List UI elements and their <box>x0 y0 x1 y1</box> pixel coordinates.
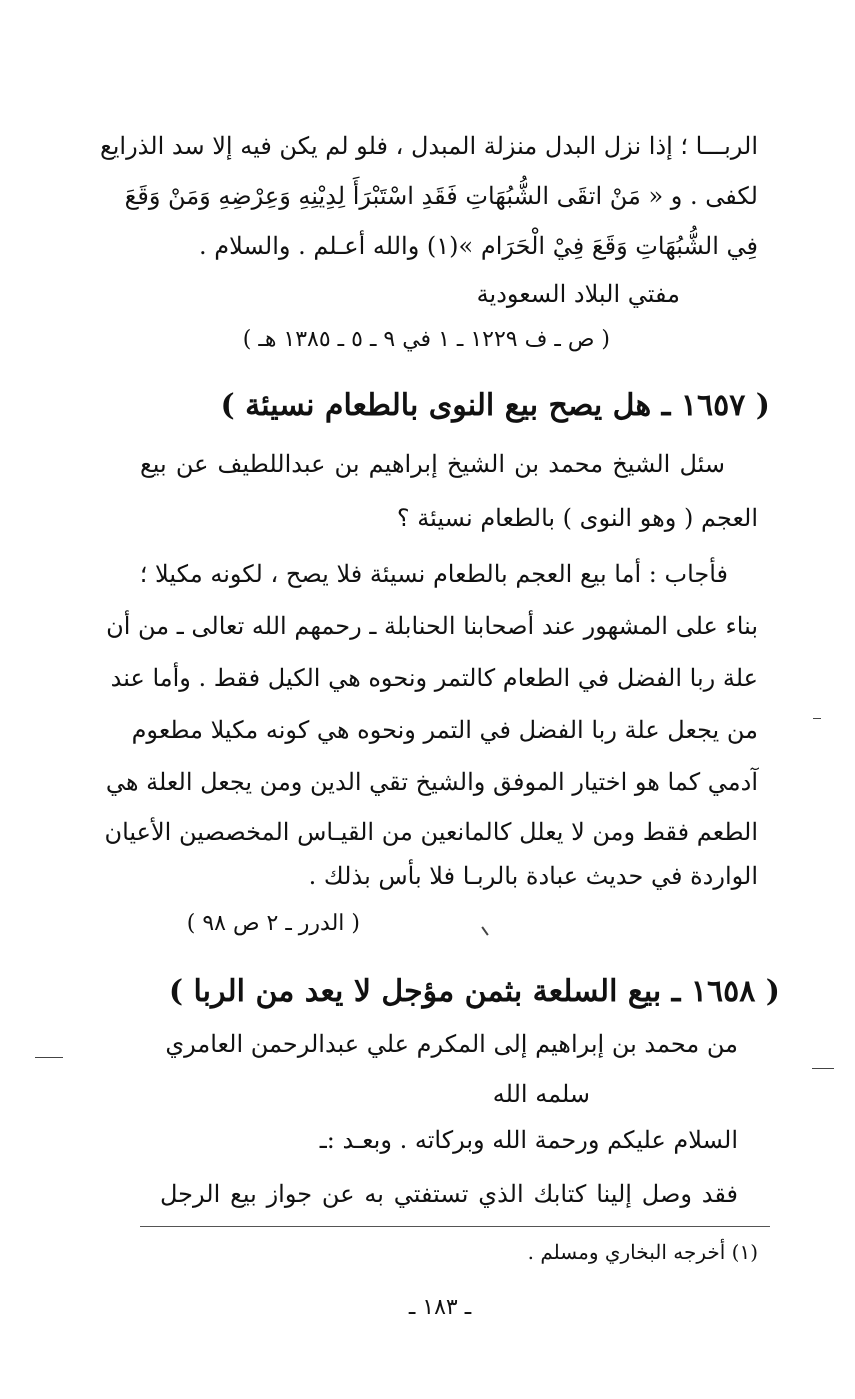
margin-dash <box>35 1057 63 1058</box>
question-line: العجم ( وهو النوى ) بالطعام نسيئة ؟ <box>396 504 758 532</box>
margin-dash <box>813 718 821 719</box>
answer-line: الطعم فقط ومن لا يعلل كالمانعين من القيـاس المخصصين الأعيان <box>104 818 758 846</box>
stray-mark <box>481 926 488 935</box>
letter-line: سلمه الله <box>492 1080 590 1108</box>
answer-line: فأجاب : أما بيع العجم بالطعام نسيئة فلا يصح ، لكونه مكيلا ؛ <box>139 560 728 588</box>
signature: مفتي البلاد السعودية <box>476 280 680 308</box>
source-reference: ( ص ـ ف ١٢٢٩ ـ ١ في ٩ ـ ٥ ـ ١٣٨٥ هـ ) <box>242 327 610 352</box>
page-number: ـ ١٨٣ ـ <box>408 1295 472 1320</box>
letter-line: فقد وصل إلينا كتابك الذي تستفتي به عن جواز بيع الرجل <box>160 1180 738 1208</box>
answer-line: علة ربا الفضل في الطعام كالتمر ونحوه هي الكيل فقط . وأما عند <box>110 664 758 692</box>
body-line: الربـــا ؛ إذا نزل البدل منزلة المبدل ، فلو لم يكن فيه إلا سد الذرايع <box>99 132 758 160</box>
answer-line: بناء على المشهور عند أصحابنا الحنابلة ـ رحمهم الله تعالى ـ من أن <box>106 612 758 640</box>
letter-line: من محمد بن إبراهيم إلى المكرم علي عبدالرحمن العامري <box>165 1030 738 1058</box>
source-reference: ( الدرر ـ ٢ ص ٩٨ ) <box>186 911 360 936</box>
margin-dash <box>812 1068 834 1069</box>
letter-line: السلام عليكم ورحمة الله وبركاته . وبعـد :ـ <box>319 1126 738 1154</box>
footnote: (١) أخرجه البخاري ومسلم . <box>527 1240 758 1264</box>
answer-line: من يجعل علة ربا الفضل في التمر ونحوه هي كونه مكيلا مطعوم <box>131 716 758 744</box>
answer-line: آدمي كما هو اختيار الموفق والشيخ تقي الدين ومن يجعل العلة هي <box>105 768 758 796</box>
section-heading-1657: ( ١٦٥٧ ـ هل يصح بيع النوى بالطعام نسيئة ) <box>220 388 770 423</box>
footnote-rule <box>140 1226 770 1227</box>
answer-line: الواردة في حديث عبادة بالربـا فلا بأس بذلك . <box>308 862 758 890</box>
hadith-line: فِي الشُّبُهَاتِ وَقَعَ فِيْ الْحَرَام »(١) والله أعـلم . والسلام . <box>199 232 758 260</box>
section-heading-1658: ( ١٦٥٨ ـ بيع السلعة بثمن مؤجل لا يعد من الربا ) <box>168 974 780 1009</box>
hadith-line: لكفى . و « مَنْ اتقَى الشُّبُهَاتِ فَقَدِ اسْتَبْرَأَ لِدِيْنِهِ وَعِرْضِهِ وَمَنْ وَقَعَ <box>124 182 758 210</box>
question-line: سئل الشيخ محمد بن الشيخ إبراهيم بن عبداللطيف عن بيع <box>140 450 725 478</box>
